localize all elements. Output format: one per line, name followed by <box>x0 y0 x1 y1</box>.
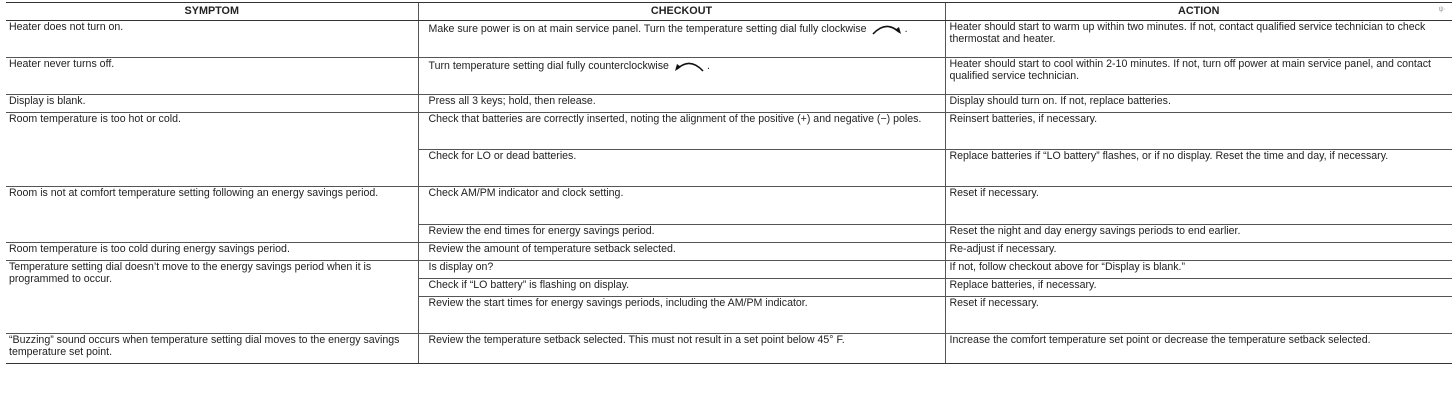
table-row <box>6 95 1452 113</box>
header-row <box>6 3 1452 21</box>
action-cell: Increase the comfort temperature set point or decrease the temperature setback selected. <box>945 334 1452 364</box>
corner-mark: ψ· <box>1438 6 1446 13</box>
troubleshooting-table <box>6 2 1452 364</box>
checkout-text-end: . <box>706 60 710 72</box>
checkout-cell: Check for LO or dead batteries. <box>418 150 945 187</box>
checkout-cell <box>418 58 945 95</box>
header-checkout: CHECKOUT <box>418 3 945 21</box>
checkout-cell: Review the start times for energy savings periods, including the AM/PM indicator. <box>418 297 945 334</box>
checkout-cell: Review the temperature setback selected. This must not result in a set point below 45° F. <box>418 334 945 364</box>
action-cell: Reset the night and day energy savings periods to end earlier. <box>945 225 1452 243</box>
header-action: ACTION <box>945 3 1452 21</box>
action-cell: Reinsert batteries, if necessary. <box>945 113 1452 150</box>
checkout-text: Turn temperature setting dial fully counterclockwise <box>428 60 669 72</box>
checkout-cell: Review the amount of temperature setback selected. <box>418 243 945 261</box>
counterclockwise-arrow-icon <box>672 59 706 72</box>
action-cell: Reset if necessary. <box>945 297 1452 334</box>
symptom-cell: Room is not at comfort temperature setting following an energy savings period. <box>6 187 418 243</box>
table-row <box>6 113 1452 150</box>
table-row <box>6 58 1452 95</box>
symptom-cell: Display is blank. <box>6 95 418 113</box>
table-row <box>6 21 1452 58</box>
checkout-cell: Check AM/PM indicator and clock setting. <box>418 187 945 225</box>
symptom-cell: Temperature setting dial doesn’t move to the energy savings period when it is programmed to occur. <box>6 261 418 334</box>
table-row <box>6 187 1452 225</box>
table-row <box>6 243 1452 261</box>
checkout-text-end: . <box>904 23 908 35</box>
checkout-text: Make sure power is on at main service panel. Turn the temperature setting dial fully clockwise <box>428 23 867 35</box>
symptom-cell: Heater never turns off. <box>6 58 418 95</box>
action-cell: Heater should start to cool within 2-10 minutes. If not, turn off power at main service panel, and contact qualified service technician. <box>945 58 1452 95</box>
checkout-cell: Is display on? <box>418 261 945 279</box>
header-symptom: SYMPTOM <box>6 3 418 21</box>
symptom-cell: “Buzzing” sound occurs when temperature setting dial moves to the energy savings temperature set point. <box>6 334 418 364</box>
checkout-cell: Press all 3 keys; hold, then release. <box>418 95 945 113</box>
symptom-cell: Room temperature is too cold during energy savings period. <box>6 243 418 261</box>
action-cell: Replace batteries, if necessary. <box>945 279 1452 297</box>
checkout-cell: Review the end times for energy savings period. <box>418 225 945 243</box>
symptom-cell: Heater does not turn on. <box>6 21 418 58</box>
checkout-cell: Check that batteries are correctly inserted, noting the alignment of the positive (+) and negative (−) poles. <box>418 113 945 150</box>
table-row <box>6 334 1452 364</box>
action-cell: Replace batteries if “LO battery” flashes, or if no display. Reset the time and day, if necessary. <box>945 150 1452 187</box>
checkout-cell <box>418 21 945 58</box>
action-cell: Re-adjust if necessary. <box>945 243 1452 261</box>
action-cell: Heater should start to warm up within two minutes. If not, contact qualified service technician to check thermostat and heater. <box>945 21 1452 58</box>
checkout-cell: Check if “LO battery” is flashing on display. <box>418 279 945 297</box>
symptom-cell: Room temperature is too hot or cold. <box>6 113 418 187</box>
action-cell: Display should turn on. If not, replace batteries. <box>945 95 1452 113</box>
action-cell: If not, follow checkout above for “Display is blank.” <box>945 261 1452 279</box>
action-cell: Reset if necessary. <box>945 187 1452 225</box>
table-row <box>6 261 1452 279</box>
clockwise-arrow-icon <box>870 22 904 35</box>
